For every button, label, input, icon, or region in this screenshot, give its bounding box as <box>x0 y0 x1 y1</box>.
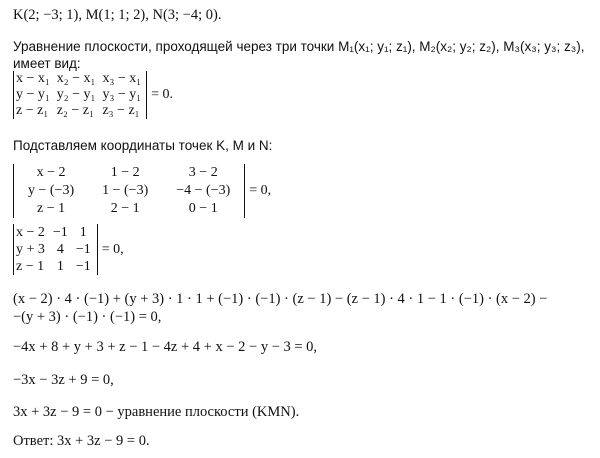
matrix-cell: 4 <box>56 242 64 257</box>
matrix-cell: z₂ − z₁ <box>56 103 94 118</box>
equation-suffix: = 0, <box>101 241 124 257</box>
matrix-cell: y₃ − y₁ <box>102 87 142 102</box>
simplified-determinant-matrix <box>13 224 98 275</box>
substitution-intro: Подставляем координаты точек K, M и N: <box>13 138 273 153</box>
plane-equation-result: 3x + 3z − 9 = 0 − уравнение плоскости (KMN). <box>13 404 300 420</box>
matrix-cell: −1 <box>52 225 68 240</box>
matrix-cell: z₃ − z₁ <box>102 103 140 118</box>
simplification-line-2: −3x − 3z + 9 = 0, <box>13 372 114 388</box>
matrix-cell: 2 − 1 <box>110 201 140 216</box>
matrix-cell: 1 − (−3) <box>102 183 149 198</box>
matrix-cell: 1 <box>56 259 64 274</box>
plane-equation-intro: Уравнение плоскости, проходящей через три точки M₁(x₁; y₁; z₁), M₂(x₂; y₂; z₂), M₃(x₃; y₃; z₃), <box>13 39 585 54</box>
matrix-cell: 1 <box>79 225 87 240</box>
matrix-cell: x − 2 <box>36 165 66 180</box>
matrix-cell: −1 <box>75 242 91 257</box>
general-determinant <box>13 71 173 119</box>
matrix-cell: 1 − 2 <box>110 165 140 180</box>
matrix-cell: −1 <box>75 259 91 274</box>
points-line: K(2; −3; 1), M(1; 1; 2), N(3; −4; 0). <box>13 7 222 23</box>
matrix-cell: y − (−3) <box>28 183 75 198</box>
matrix-cell: −4 − (−3) <box>176 183 231 198</box>
equation-suffix: = 0, <box>249 183 272 198</box>
matrix-cell: x − 2 <box>16 225 45 240</box>
simplification-line-1: −4x + 8 + y + 3 + z − 1 − 4z + 4 + x − 2 − y − 3 = 0, <box>13 339 318 355</box>
equation-suffix: = 0. <box>151 87 174 102</box>
expansion-line-1: (x − 2) · 4 · (−1) + (y + 3) · 1 · 1 + (−1) · (−1) · (z − 1) − (z − 1) · 4 · 1 − 1 · (−1) · (x − 2) − <box>13 291 548 307</box>
answer-line: Ответ: 3x + 3z − 9 = 0. <box>13 433 150 449</box>
matrix-cell: 0 − 1 <box>188 201 218 216</box>
matrix-cell: z − 1 <box>37 201 66 216</box>
matrix-cell: z − z₁ <box>16 103 49 118</box>
plane-equation-intro-cont: имеет вид: <box>13 56 81 71</box>
matrix-cell: y − y₁ <box>16 87 50 102</box>
expansion-line-2: −(y + 3) · (−1) · (−1) = 0, <box>13 309 162 325</box>
matrix-cell: z − 1 <box>16 259 45 274</box>
matrix-cell: x − x₁ <box>16 71 50 86</box>
matrix-cell: y₂ − y₁ <box>56 87 96 102</box>
simplified-determinant <box>13 224 124 275</box>
substituted-determinant-matrix <box>13 164 245 218</box>
matrix-cell: y + 3 <box>16 242 45 257</box>
general-determinant-matrix <box>13 71 147 119</box>
matrix-cell: 3 − 2 <box>188 165 218 180</box>
matrix-cell: x₂ − x₁ <box>56 71 96 86</box>
substituted-determinant <box>13 164 271 218</box>
matrix-cell: x₃ − x₁ <box>102 71 142 86</box>
